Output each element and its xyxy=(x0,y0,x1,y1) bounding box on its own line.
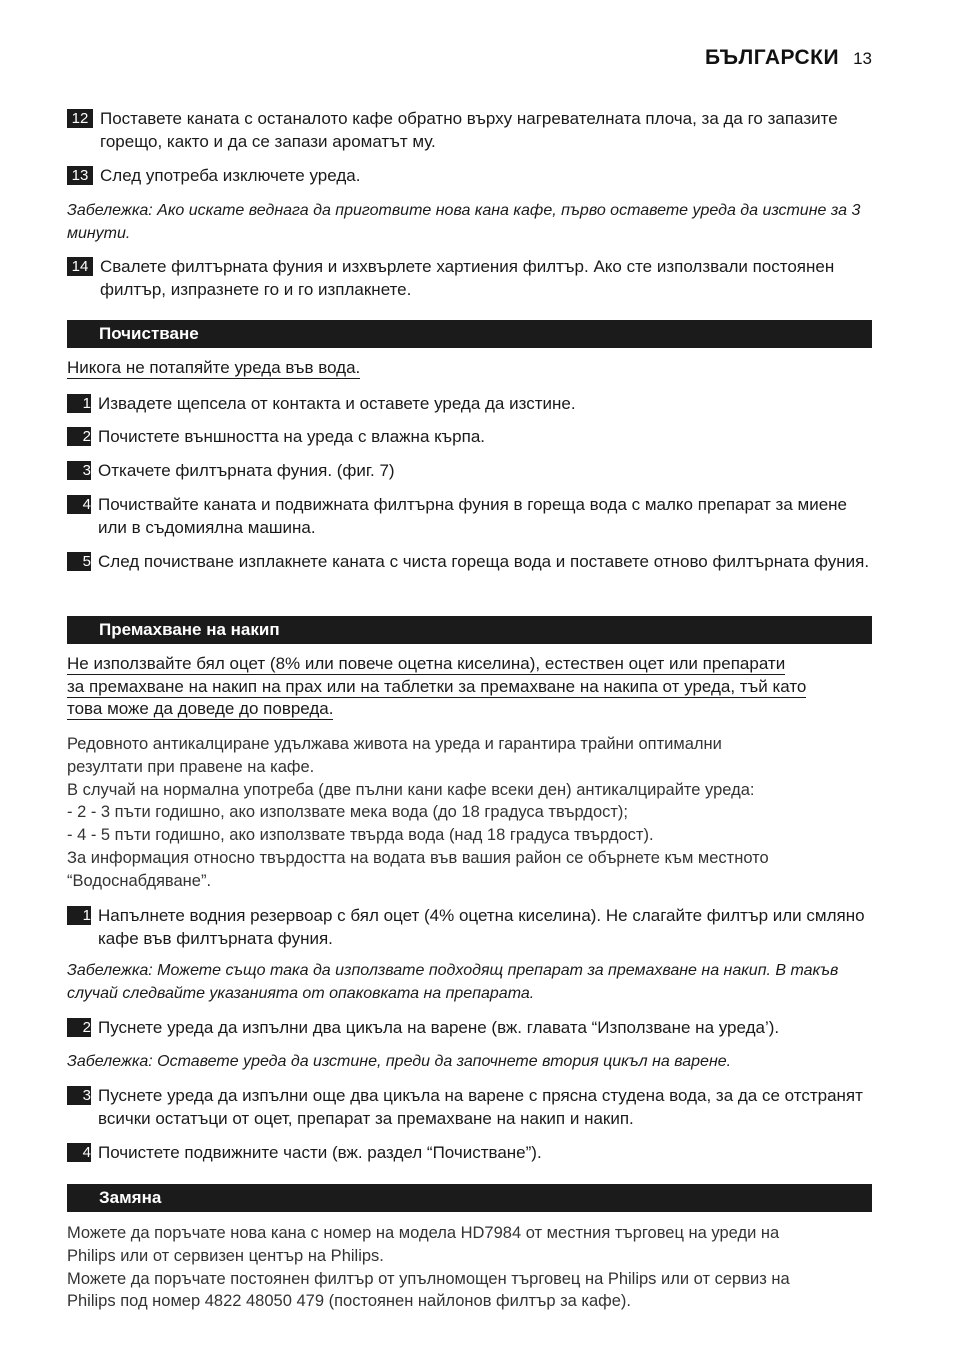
step-number: 14 xyxy=(67,257,93,276)
info-line: В случай на нормална употреба (две пълни кани кафе всеки ден) антикалцирайте уреда: xyxy=(67,780,755,799)
step-number: 4 xyxy=(67,1143,91,1162)
step-text: Извадете щепсела от контакта и оставете уреда да изстине. xyxy=(98,394,576,413)
step-text: Почистете външността на уреда с влажна кърпа. xyxy=(98,427,486,446)
replacement-info xyxy=(67,1222,872,1313)
info-line: - 2 - 3 пъти годишно, ако използвате мека вода (до 18 градуса твърдост); xyxy=(67,803,628,822)
section-heading-replacement: Замяна xyxy=(67,1184,872,1212)
step-number: 5 xyxy=(67,552,91,571)
cleaning-step-1 xyxy=(67,393,872,416)
cleaning-step-4 xyxy=(67,494,872,539)
step-text: Пуснете уреда да изпълни два цикъла на варене (вж. главата “Използване на уреда’). xyxy=(98,1018,780,1037)
cleaning-step-3 xyxy=(67,460,872,483)
descaling-step-3 xyxy=(67,1085,872,1130)
warning-text: Никога не потапяйте уреда във вода. xyxy=(67,358,361,377)
descaling-step-4 xyxy=(67,1142,872,1165)
page-header xyxy=(705,46,872,70)
step-number: 12 xyxy=(67,109,93,128)
info-line: “Водоснабдяване”. xyxy=(67,871,212,890)
step-text: Почиствайте каната и подвижната филтърна фуния в гореща вода с малко препарат за миене или в съдомиялна машина. xyxy=(98,495,848,537)
cleaning-warning xyxy=(67,357,872,380)
note: Забележка: Ако искате веднага да приготвите нова кана кафе, първо оставете уреда да изстине за 3 минути. xyxy=(67,202,861,242)
descaling-step-2 xyxy=(67,1017,872,1040)
step-number: 2 xyxy=(67,1018,91,1037)
step-number: 13 xyxy=(67,166,93,185)
step-13 xyxy=(67,165,872,188)
step-text: След почистване изплакнете каната с чиста гореща вода и поставете отново филтърната фуния. xyxy=(98,552,870,571)
step-number: 3 xyxy=(67,461,91,480)
note: Забележка: Можете също така да използвате подходящ препарат за премахване на накип. В такъв случай следвайте указанията от опаковката на препарата. xyxy=(67,962,839,1002)
cleaning-step-5 xyxy=(67,551,872,574)
step-text: Почистете подвижните части (вж. раздел “Почистване”). xyxy=(98,1143,542,1162)
section-heading-descaling: Премахване на накип xyxy=(67,616,872,644)
step-number: 1 xyxy=(67,906,91,925)
warning-line: Не използвайте бял оцет (8% или повече оцетна киселина), естествен оцет или препарати xyxy=(67,654,786,673)
descaling-warning xyxy=(67,653,872,721)
step-text: Напълнете водния резервоар с бял оцет (4% оцетна киселина). Не слагайте филтър или смляно кафе във филтърната фуния. xyxy=(98,906,865,948)
page-number: 13 xyxy=(853,49,872,68)
info-line: За информация относно твърдостта на водата във вашия район се обърнете към местното xyxy=(67,848,769,867)
step-text: Поставете каната с останалото кафе обратно върху нагревателната плоча, за да го запазите горещо, както и да се запази ароматът му. xyxy=(100,109,838,151)
cleaning-step-2 xyxy=(67,426,872,449)
step-14 xyxy=(67,256,872,301)
info-line: - 4 - 5 пъти годишно, ако използвате твърда вода (над 18 градуса твърдост). xyxy=(67,826,654,845)
step-text: Откачете филтърната фуния. (фиг. 7) xyxy=(98,461,395,480)
language-label: БЪЛГАРСКИ xyxy=(704,46,840,69)
step-number: 1 xyxy=(67,394,91,413)
descaling-step-1 xyxy=(67,905,872,950)
info-line: Можете да поръчате нова кана с номер на модела HD7984 от местния търговец на уреди на xyxy=(67,1224,780,1242)
info-line: резултати при правене на кафе. xyxy=(67,757,315,776)
step-number: 4 xyxy=(67,495,91,514)
step-number: 3 xyxy=(67,1086,91,1105)
step-text: Пуснете уреда да изпълни още два цикъла на варене с прясна студена вода, за да се отстранят всички остатъци от оцет, препарат за премахване на накип и накип. xyxy=(98,1086,863,1128)
descaling-info xyxy=(67,733,872,893)
step-text: Свалете филтърната фуния и изхвърлете хартиения филтър. Ако сте използвали постоянен филтър, изпразнете го и го изплакнете. xyxy=(100,257,835,299)
warning-line: за премахване на накип на прах или на таблетки за премахване на накипа от уреда, тъй като xyxy=(67,676,807,696)
step-number: 2 xyxy=(67,427,91,446)
info-line: Можете да поръчате постоянен филтър от упълномощен търговец на Philips или от сервиз на xyxy=(67,1269,790,1288)
note: Забележка: Оставете уреда да изстине, преди да започнете втория цикъл на варене. xyxy=(67,1053,732,1070)
section-heading-cleaning: Почистване xyxy=(67,320,872,348)
step-text: След употреба изключете уреда. xyxy=(100,166,361,185)
info-line: Philips под номер 4822 48050 479 (постоянен найлонов филтър за кафе). xyxy=(67,1292,632,1311)
step-12 xyxy=(67,108,872,153)
info-line: Philips или от сервизен център на Philips. xyxy=(67,1246,384,1265)
info-line: Редовното антикалциране удължава живота на уреда и гарантира трайни оптимални xyxy=(67,735,722,753)
warning-line: това може да доведе до повреда. xyxy=(67,699,334,718)
